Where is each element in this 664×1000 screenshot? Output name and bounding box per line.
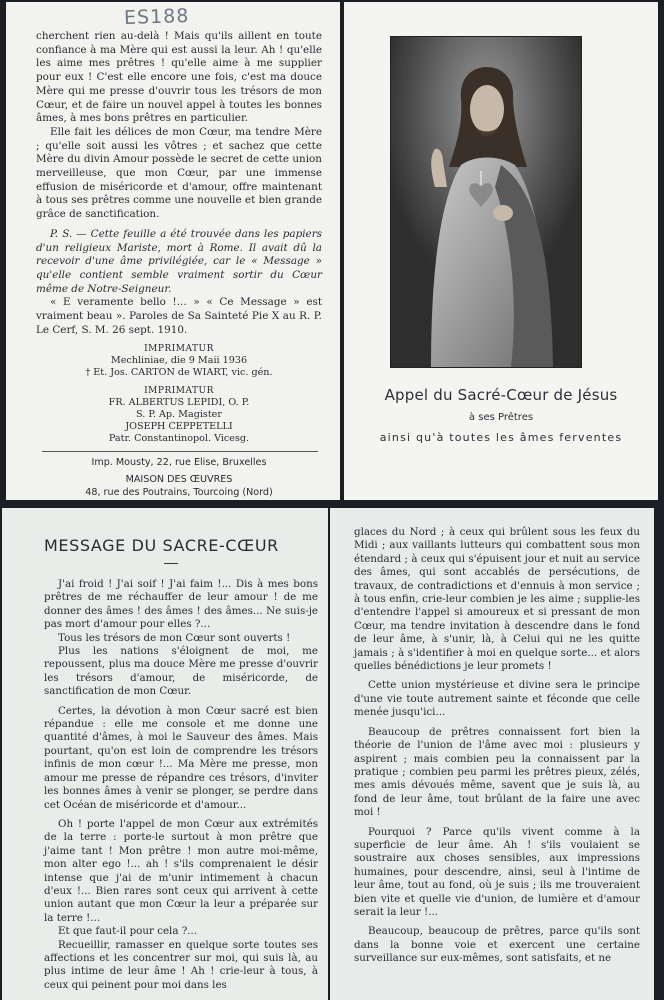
imprimatur-signatory: FR. ALBERTUS LEPIDI, O. P. xyxy=(108,397,250,409)
publisher-name: MAISON DES ŒUVRES xyxy=(125,474,233,486)
imprimatur-block-1 xyxy=(36,343,322,379)
message-paragraph: Recueillir, ramasser en quelque sorte toutes ses affections et les concentrer sur moi, qui suis là, au plus intime de leur âme ! Ah ! crie-leur à tous, à ceux qui peinent pour moi dans les xyxy=(44,938,318,991)
front-subtitle: à ses Prêtres xyxy=(468,412,534,423)
publisher-address: 48, rue des Poutrains, Tourcoing (Nord) xyxy=(85,487,273,499)
divider xyxy=(42,451,318,452)
imprimatur-title: S. P. Ap. Magister xyxy=(136,409,222,421)
message-paragraph: Beaucoup de prêtres connaissent fort bien la théorie de l'union de l'âme avec moi : plusieurs y aspirent ; mais combien peu la connaissent par la pratique ; combien peu parmi les prêtres pieux, zélés, mes amis dévoués même, savent que je suis là, au fond de leur âme, tout brûlant de la faire une avec moi ! xyxy=(354,725,640,819)
message-title: MESSAGE DU SACRE-CŒUR xyxy=(44,536,279,555)
message-paragraph: glaces du Nord ; à ceux qui brûlent sous les feux du Midi ; aux vaillants lutteurs qui combattent sous mon étendard ; à ceux qui s'épuisent jour et nuit au service des âmes, qui sont accablés de persécutions, de travaux, de contradictions et d'ennuis à mon service ; à tous enfin, crie-leur combien je les aime ; supplie-les d'entendre l'appel si amoureux et si pressant de mon Cœur, ma tendre invitation à descendre dans le fond de leur âme, à s'unir, là, à Celui qui ne les quitte jamais ; à s'identifier à moi en quelque sorte... et alors quelles bénédictions je leur promets ! xyxy=(354,526,640,673)
message-paragraph: Certes, la dévotion à mon Cœur sacré est bien répandue : elle me console et me donne une quantité d'âmes, à moi le Sauveur des âmes. Mais pourtant, qu'on est loin de comprendre les trésors infinis de mon cœur !... Ma Mère me presse, mon amour me presse de répandre ces trésors, d'inviter les bonnes âmes à venir se plonger, se perdre dans cet Océan de miséricorde et d'amour... xyxy=(44,704,318,811)
imprimatur-date: Mechliniae, die 9 Maii 1936 xyxy=(110,355,248,367)
message-paragraph: Beaucoup, beaucoup de prêtres, parce qu'ils sont dans la bonne voie et exercent une certaine surveillance sur eux-mêmes, sont satisfaits, et ne xyxy=(354,925,640,965)
sacred-heart-picture xyxy=(391,37,581,367)
inner-left-page xyxy=(2,508,328,1000)
front-title-block xyxy=(356,386,646,444)
inner-right-page xyxy=(330,508,654,1000)
imprimatur-label: IMPRIMATUR xyxy=(144,344,214,355)
imprimatur-block-2 xyxy=(36,385,322,445)
message-paragraph: Pourquoi ? Parce qu'ils vivent comme à la superficie de leur âme. Ah ! s'ils voulaient se soustraire aux choses sensibles, aux impressions humaines, pour descendre, ainsi, seul à l'intime de leur âme, tout au fond, où je suis ; ils me trouveraient bien vite et quelle vie d'union, de lumière et d'amour serait la leur !... xyxy=(354,825,640,918)
imprimatur-signatory: † Et. Jos. CARTON de WIART, vic. gén. xyxy=(85,367,273,379)
front-page xyxy=(344,2,658,500)
imprimatur-title: Patr. Constantinopol. Vicesg. xyxy=(108,433,250,445)
message-paragraph: Oh ! porte l'appel de mon Cœur aux extrémités de la terre : porte-le surtout à mon prêtre que j'aime tant ! Mon prêtre ! mon autre moi-même, mon alter ego !... ah ! s'ils comprenaient le désir intense que j'ai de m'unir intimement à chacun d'eux !... Bien rares sont ceux qui arrivent à cette union autant que mon Cœur la leur a préparée sur la terre !... xyxy=(44,817,318,924)
message-paragraph: J'ai froid ! J'ai soif ! J'ai faim !... Dis à mes bons prêtres de me réchauffer de leur amour ! de me donner des âmes ! des âmes ! des âmes... Ne suis-je pas mort d'amour pour elles ?... xyxy=(44,578,318,631)
pope-quote: « E veramente bello !... » « Ce Message » est vraiment beau ». Paroles de Sa Sainteté Pie X au R. P. Le Cerf, S. M. 26 sept. 1910. xyxy=(36,296,322,336)
handwritten-code: ES188 xyxy=(123,4,190,30)
back-paragraph-2: Elle fait les délices de mon Cœur, ma tendre Mère ; qu'elle soit aussi les vôtres ; et sachez que cette Mère du divin Amour possède le secret de cette union merveilleuse, que mon Cœur, par une immense effusion de miséricorde et d'amour, offre maintenant à tous ses prêtres comme une nouvelle et bien grande grâce de sanctification. xyxy=(36,125,322,221)
back-paragraph-1: cherchent rien au-delà ! Mais qu'ils aillent en toute confiance à ma Mère qui est aussi la leur. Ah ! qu'elle les aime mes prêtres ! qu'elle aime à me supplier pour eux ! C'est elle encore une fois, c'est ma douce Mère qui me presse d'ouvrir tous les trésors de mon Cœur, et de faire un nouvel appel à toutes les bonnes âmes, à mes bons prêtres en particulier. xyxy=(36,30,322,125)
back-page xyxy=(6,2,340,500)
message-paragraph: Cette union mystérieuse et divine sera le principe d'une vie toute autrement sainte et féconde que celle menée jusqu'ici... xyxy=(354,679,640,719)
imprimatur-label: IMPRIMATUR xyxy=(144,386,214,397)
message-paragraph: Et que faut-il pour cela ?... xyxy=(58,925,198,938)
sacred-heart-image xyxy=(390,36,582,368)
front-subtitle-2: ainsi qu'à toutes les âmes ferventes xyxy=(379,431,623,444)
front-title: Appel du Sacré-Cœur de Jésus xyxy=(384,386,618,404)
imprimatur-signatory: JOSEPH CEPPETELLI xyxy=(125,421,233,433)
message-paragraph: Plus les nations s'éloignent de moi, me repoussent, plus ma douce Mère me presse d'ouvrir les trésors d'amour, de miséricorde, de sanctification de mon Cœur. xyxy=(44,645,318,698)
message-paragraph: Tous les trésors de mon Cœur sont ouverts ! xyxy=(58,631,291,644)
printer-line: Imp. Mousty, 22, rue Elise, Bruxelles xyxy=(91,457,267,469)
postscript: P. S. — Cette feuille a été trouvée dans les papiers d'un religieux Mariste, mort à Rome. Il avait dû la recevoir d'une âme privilégiée, car le « Message » qu'elle contient semble vraiment sortir du Cœur même de Notre-Seigneur. xyxy=(36,227,322,295)
title-dash xyxy=(164,563,178,564)
